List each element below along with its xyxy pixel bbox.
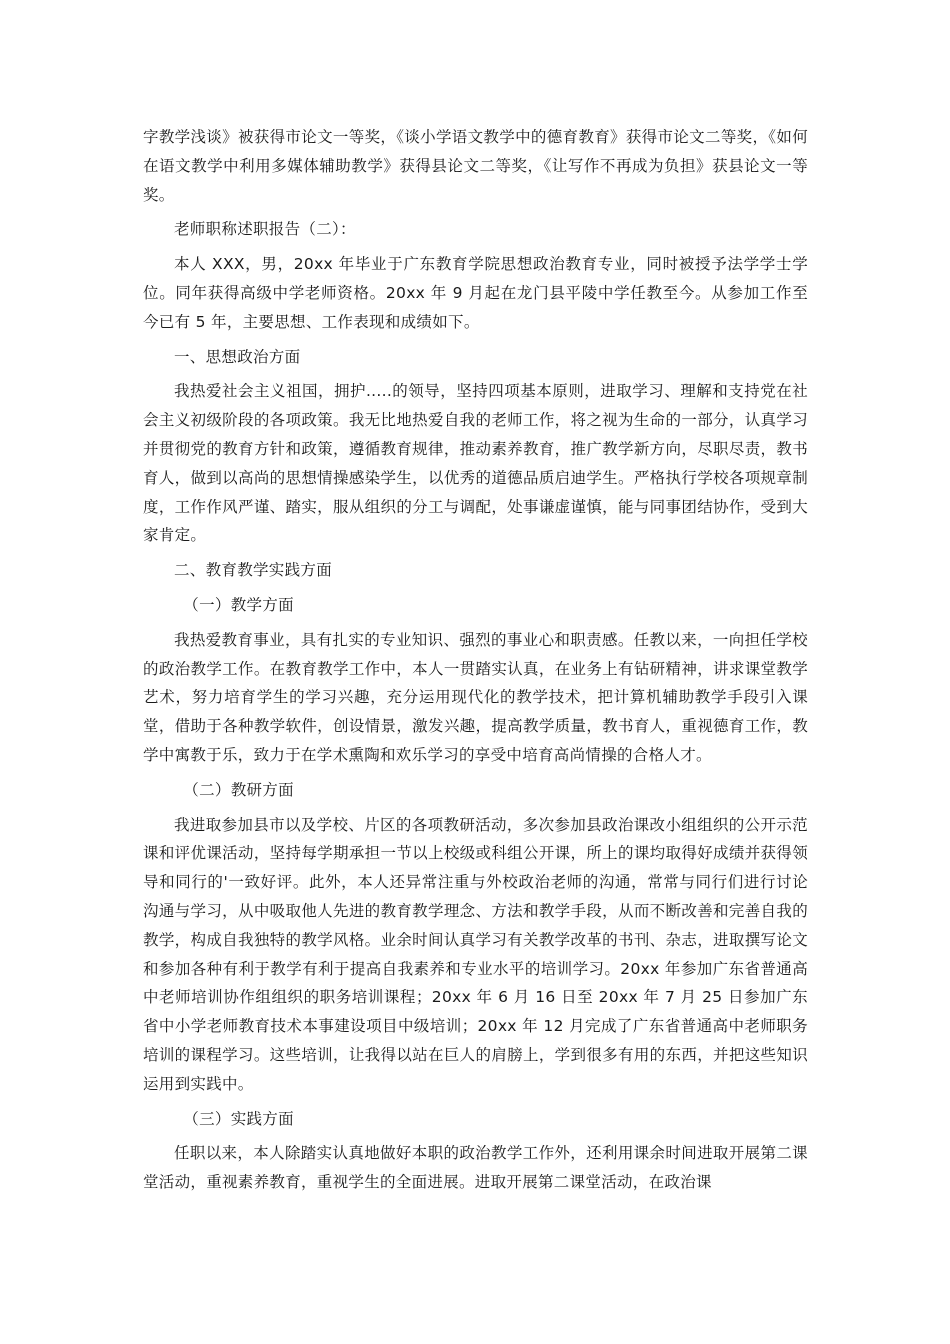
section-heading-teaching-practice: 二、教育教学实践方面 (174, 561, 333, 580)
subsection-heading-research: （二）教研方面 (183, 780, 294, 799)
paragraph-introduction: 本人 XXX，男，20xx 年毕业于广东教育学院思想政治教育专业，同时被授予法学学士学位。同年获得高级中学老师资格。20xx 年 9 月起在龙门县平陵中学任教至今。从参加工作至今已有 5 年，主要思想、工作表现和成绩如下。 (143, 255, 808, 331)
paragraph-awards-continued: 字教学浅谈》被获得市论文一等奖，《谈小学语文教学中的德育教育》获得市论文二等奖，《如何在语文教学中利用多媒体辅助教学》获得县论文二等奖，《让写作不再成为负担》获县论文一等奖。 (143, 128, 808, 204)
paragraph-practice: 任职以来，本人除踏实认真地做好本职的政治教学工作外，还利用课余时间进取开展第二课堂活动，重视素养教育，重视学生的全面进展。进取开展第二课堂活动，在政治课 (143, 1144, 808, 1192)
paragraph-research: 我进取参加县市以及学校、片区的各项教研活动，多次参加县政治课改小组组织的公开示范课和评优课活动，坚持每学期承担一节以上校级或科组公开课，所上的课均取得好成绩并获得领导和同行的'一致好评。此外，本人还异常注重与外校政治老师的沟通，常常与同行们进行讨论沟通与学习，从中吸取他人先进的教育教学理念、方法和教学手段，从而不断改善和完善自我的教学，构成自我独特的教学风格。业余时间认真学习有关教学改革的书刊、杂志，进取撰写论文和参加各种有利于教学有利于提高自我素养和专业水平的培训学习。20xx 年参加广东省普通高中老师培训协作组组织的职务培训课程；20xx 年 6 月 16 日至 20xx 年 7 月 25 日参加广东省中小学老师教育技术本事建设项目中级培训；20xx 年 12 月完成了广东省普通高中老师职务培训的课程学习。这些培训，让我得以站在巨人的肩膀上，学到很多有用的东西，并把这些知识运用到实践中。 (143, 815, 808, 1093)
subsection-heading-practice: （三）实践方面 (183, 1109, 294, 1128)
paragraph-political: 我热爱社会主义祖国，拥护.....的领导，坚持四项基本原则，进取学习、理解和支持党在社会主义初级阶段的各项政策。我无比地热爱自我的老师工作，将之视为生命的一部分，认真学习并贯彻党的教育方针和政策，遵循教育规律，推动素养教育，推广教学新方向，尽职尽责，教书育人，做到以高尚的思想情操感染学生，以优秀的道德品质启迪学生。严格执行学校各项规章制度，工作作风严谨、踏实，服从组织的分工与调配，处事谦虚谨慎，能与同事团结协作，受到大家肯定。 (143, 382, 808, 545)
report-subtitle: 老师职称述职报告（二）： (174, 220, 356, 239)
paragraph-teaching: 我热爱教育事业，具有扎实的专业知识、强烈的事业心和职责感。任教以来，一向担任学校的政治教学工作。在教育教学工作中，本人一贯踏实认真，在业务上有钻研精神，讲求课堂教学艺术，努力培育学生的学习兴趣，充分运用现代化的教学技术，把计算机辅助教学手段引入课堂，借助于各种教学软件，创设情景，激发兴趣，提高教学质量，教书育人，重视德育工作，教学中寓教于乐，致力于在学术熏陶和欢乐学习的享受中培育高尚情操的合格人才。 (143, 630, 808, 764)
document-page (143, 123, 808, 1203)
subsection-heading-teaching: （一）教学方面 (183, 595, 294, 614)
section-heading-political: 一、思想政治方面 (174, 347, 301, 366)
